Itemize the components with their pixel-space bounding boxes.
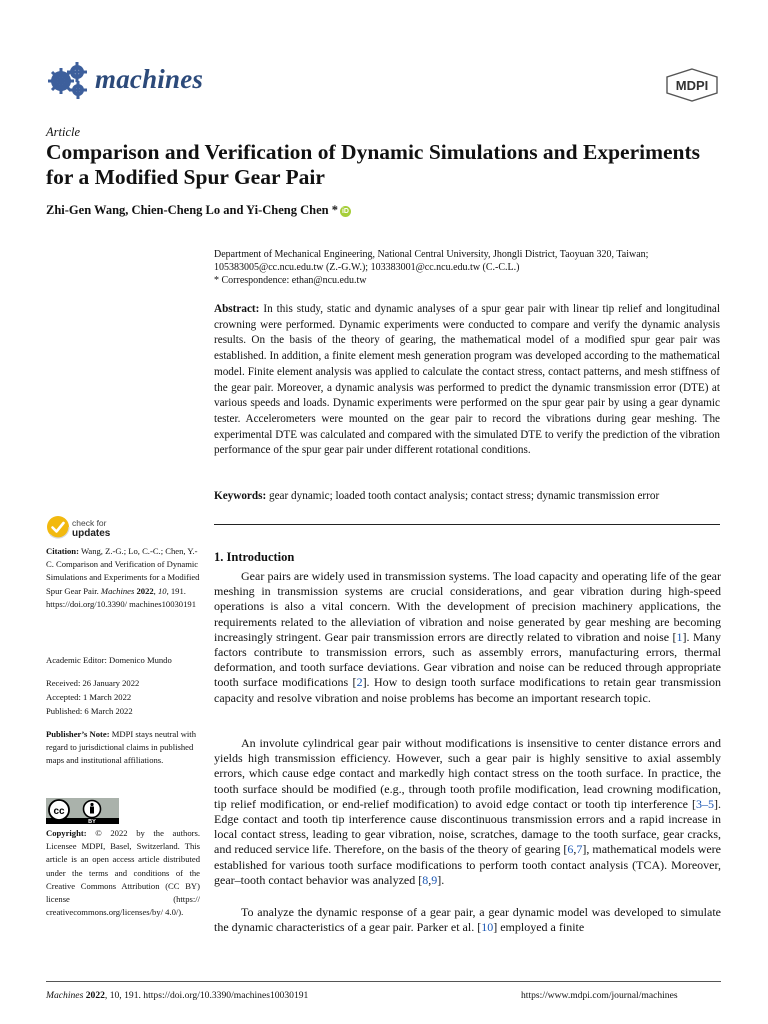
publisher-note-label: Publisher’s Note: xyxy=(46,729,110,739)
intro-paragraph-3 xyxy=(214,905,721,935)
affiliation-line-1: Department of Mechanical Engineering, National Central University, Jhongli District, Taoyuan 320, Taiwan; xyxy=(214,249,649,260)
ref-link[interactable]: 2 xyxy=(356,675,363,690)
mdpi-logo-text: MDPI xyxy=(675,78,709,93)
footer-year: 2022 xyxy=(85,990,105,1001)
machines-gears-logo-icon xyxy=(46,60,90,100)
check-updates-line1: check for xyxy=(72,518,107,528)
citation-label: Citation: xyxy=(46,546,79,556)
journal-name: machines xyxy=(95,64,204,94)
footer-rule xyxy=(46,981,721,982)
p2-text-d: ], mathematical models were established for various tooth surface modifications to perform tooth contact analysis (TCA). Moreover, gear–tooth contact behavior was analyzed [ xyxy=(214,842,722,887)
p2-text-a: An involute cylindrical gear pair without modifications is insensitive to center distance errors and yields high transmission efficiency. However, such a gear pair is highly sensitive to axial assembly errors, which cause edge contact and markedly high contact stress on the tooth surface. In practice, the tooth surface should be modified (e.g., through tooth profile modification, lead crowning modification, tip relief modification, or end-relief modification) to avoid edge contact or tooth tip interference [ xyxy=(214,736,721,811)
p1-text-b: ]. Many factors contribute to transmission errors, such as assembly errors, manufacturing errors, thermal deformation, and tooth surface deviations. Gear vibration and noise can be reduced through appropriate tooth surface modifications [ xyxy=(214,629,722,690)
article-type: Article xyxy=(46,125,81,139)
ref-link[interactable]: 1 xyxy=(676,629,683,644)
citation-doi-link[interactable]: https://doi.org/10.3390/ machines10030191 xyxy=(46,598,196,609)
cc-by-license-icon[interactable] xyxy=(46,798,119,824)
p3-text-a: To analyze the dynamic response of a gear pair, a gear dynamic model was developed to simulate the dynamic characteristics of a gear pair. Parker et al. [ xyxy=(214,905,721,935)
ref-link[interactable]: 10 xyxy=(481,920,494,935)
check-updates-text xyxy=(72,518,110,539)
intro-paragraph-2 xyxy=(214,736,721,888)
citation-year: 2022 xyxy=(136,585,154,596)
citation-text: Wang, Z.-G.; Lo, C.-C.; Chen, Y.-C. Comparison and Verification of Dynamic Simulations and Experiments for a Modified Spur Gear Pair. xyxy=(46,546,200,596)
p2-text-e: , xyxy=(428,872,432,887)
mdpi-logo xyxy=(664,68,720,102)
p2-text-b: ]. Edge contact and tooth tip interference cause discontinuous transmission errors and a rapid increase in local contact stress, leading to gear vibration, noise, scratches, damage to the tooth surface, gear cracks, and reduced service life. Therefore, on the basis of the theory of gearing [ xyxy=(214,796,721,857)
p2-text-c: , xyxy=(573,842,577,857)
published-date: Published: 6 March 2022 xyxy=(46,706,133,716)
copyright-text: © 2022 by the authors. Licensee MDPI, Basel, Switzerland. This article is an open access article distributed under the terms and conditions of the Creative Commons Attribution (CC BY) license (https:// creativecommons.org/licenses/by/ 4.0/). xyxy=(46,828,200,918)
keywords-label: Keywords: xyxy=(214,490,267,502)
publisher-note-text: MDPI stays neutral with regard to jurisdictional claims in published maps and institutional affiliations. xyxy=(46,729,196,766)
footer-volume-issue: , 10, 191. xyxy=(104,990,141,1001)
author-names: Zhi-Gen Wang, Chien-Cheng Lo and Yi-Cheng Chen * xyxy=(46,203,338,217)
keywords-text: gear dynamic; loaded tooth contact analysis; contact stress; dynamic transmission error xyxy=(269,490,660,502)
abstract xyxy=(214,302,720,459)
p1-text-a: Gear pairs are widely used in transmission systems. The load capacity and operating life of the gear meshing in transmission systems are crucial considerations, and gear vibration during high-speed operations is also a vital concern. With the development of precision machinery applications, the requirements related to the alleviation of vibration and noise generated by gear meshing are becoming increasingly stringent. Gear pair transmission errors are directly related to vibration and noise [ xyxy=(214,569,721,644)
abstract-label: Abstract: xyxy=(214,303,260,315)
citation-volume: 10 xyxy=(157,585,167,596)
paper-title: Comparison and Verification of Dynamic Simulations and Experiments for a Modified Spur Gear Pair xyxy=(46,140,701,189)
citation-block: Citation: Wang, Z.-G.; Lo, C.-C.; Chen, Y.-C. Comparison and Verification of Dynamic Simulations and Experiments for a Modified Spur Gear Pair. Machines 2022, 10, 191. https://doi.org/10.3390/ machines10030191 xyxy=(46,546,200,609)
ref-link[interactable]: 3–5 xyxy=(696,796,714,811)
correspondence: * Correspondence: ethan@ncu.edu.tw xyxy=(214,275,367,286)
footer-journal: Machines xyxy=(46,990,84,1001)
citation-journal: Machines xyxy=(100,585,135,596)
intro-paragraph-1 xyxy=(214,569,721,706)
footer-journal-url[interactable]: https://www.mdpi.com/journal/machines xyxy=(521,990,678,1001)
ref-link[interactable]: 6 xyxy=(567,842,574,857)
publisher-note xyxy=(46,728,200,768)
ref-link[interactable]: 7 xyxy=(576,842,583,857)
p3-text-b: ] employed a finite xyxy=(493,920,585,935)
check-for-updates-badge[interactable] xyxy=(46,515,156,543)
section-divider xyxy=(214,524,720,525)
received-date: Received: 26 January 2022 xyxy=(46,678,140,688)
footer-doi-link[interactable]: https://doi.org/10.3390/machines10030191 xyxy=(143,990,309,1001)
ref-link[interactable]: 9 xyxy=(431,872,438,887)
check-updates-line2: updates xyxy=(72,528,111,539)
copyright-block xyxy=(46,827,200,919)
cc-label: cc xyxy=(53,806,65,817)
p1-text-c: ]. How to design tooth surface modifications to retain gear transmission capacity and resolve vibration and noise problems has become an important research topic. xyxy=(214,675,722,705)
footer-citation xyxy=(46,990,308,1001)
affiliation-emails: 105383005@cc.ncu.edu.tw (Z.-G.W.); 103383001@cc.ncu.edu.tw (C.-C.L.) xyxy=(214,262,520,273)
ref-link[interactable]: 8 xyxy=(422,872,429,887)
copyright-label: Copyright: xyxy=(46,828,87,838)
academic-editor: Academic Editor: Domenico Mundo xyxy=(46,655,172,665)
accepted-date: Accepted: 1 March 2022 xyxy=(46,692,132,702)
by-label: BY xyxy=(88,819,96,824)
abstract-text: In this study, static and dynamic analyses of a spur gear pair with linear tip relief and longitudinal crowning were performed. Dynamic experiments were conducted to compare and verify the dynamic analysis results. On the basis of the theory of gearing, the mathematical model of a modified spur gear pair was established. In addition, a finite element mesh generation program was developed according to the mathematical model. Finite element analysis was applied to calculate the contact stress, contact patterns, and mesh stiffness of the gear pair. Moreover, a dynamic analysis was performed to predict the dynamic transmission error (DTE) at various speeds and loads. Dynamic experiments were performed on the spur gear pair by using a gear dynamic tester. Accelerometers were mounted on the gear pair to record the vibrations during gear meshing. The experimental DTE was calculated and compared with the simulated DTE to verify the prediction of the vibration performance of the spur gear pair under different rotational conditions. xyxy=(214,303,721,457)
citation-article-number: , 191. xyxy=(166,585,186,596)
section-heading-introduction: 1. Introduction xyxy=(214,550,295,564)
keywords xyxy=(214,489,720,504)
check-updates-icon xyxy=(46,515,70,539)
author-list xyxy=(46,203,351,218)
orcid-icon[interactable]: iD xyxy=(341,208,349,215)
p2-text-f: ]. xyxy=(437,872,445,887)
